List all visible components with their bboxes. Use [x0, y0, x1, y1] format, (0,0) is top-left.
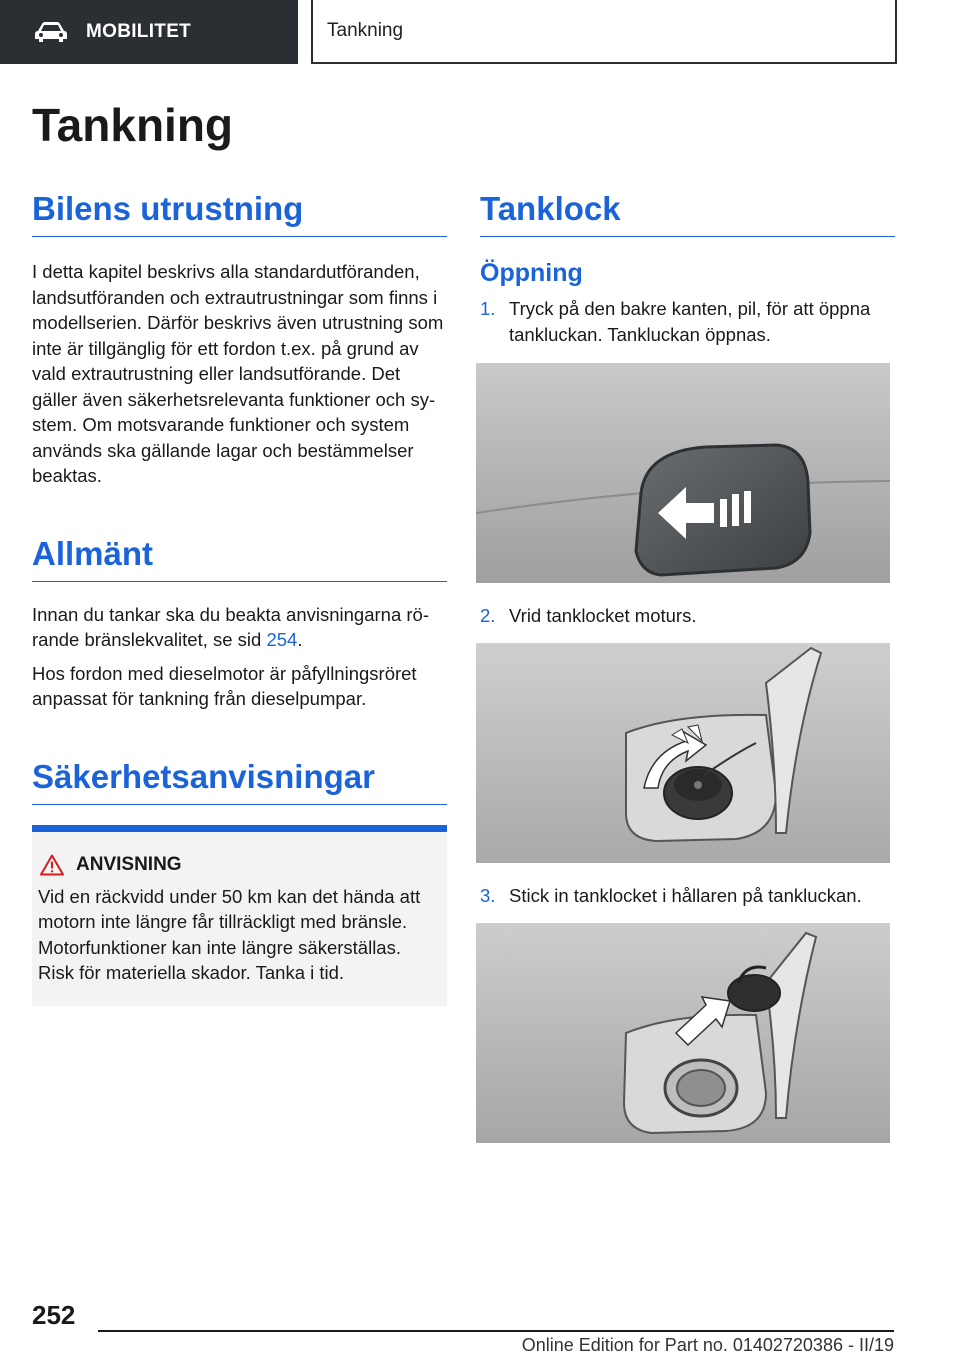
footer-divider: [98, 1330, 894, 1332]
header-chapter-label: Tankning: [327, 20, 404, 41]
notice-title: ANVISNING: [76, 853, 182, 875]
step-text: Stick in tanklocket i hållaren på tankluckan.: [509, 885, 862, 906]
footer-edition: Online Edition for Part no. 01402720386 - II/19: [521, 1335, 894, 1355]
right-column: [480, 190, 895, 347]
step-2: [480, 603, 895, 629]
page-title: Tankning: [32, 99, 234, 151]
section-title-allmant: Allmänt: [32, 535, 447, 582]
section-body-allmant-p2: Hos fordon med dieselmotor är påfyllningsröret anpassat för tankning från dieselpumpar.: [32, 662, 417, 709]
step-number: 1.: [480, 298, 496, 319]
car-icon: [34, 20, 70, 44]
figure-fuel-flap-press: [476, 363, 890, 583]
figure-cap-in-holder: [476, 923, 890, 1143]
page-number: 252: [32, 1300, 76, 1330]
left-column: [32, 190, 447, 1006]
step-text: Vrid tanklocket moturs.: [509, 605, 697, 626]
header-chapter-tab: [311, 0, 897, 64]
section-title-bilens-utrustning: Bilens utrustning: [32, 190, 447, 237]
subsection-title-oppning: Öppning: [480, 259, 583, 287]
notice-header: [40, 854, 433, 876]
notice-body: Vid en räckvidd under 50 km kan det hända att motorn inte längre får tillräckligt med bränsle. Motorfunktioner kan inte längre säkerställas. Risk för materiella skador. Tanka i tid.: [38, 885, 421, 983]
step-3: [480, 883, 895, 909]
section-title-sakerhetsanvisningar: Säkerhetsanvisningar: [32, 758, 447, 805]
allmant-p1-text: Innan du tankar ska du beakta anvisningarna rö‐rande bränslekvalitet, se sid: [32, 603, 429, 650]
step-1: [480, 296, 895, 347]
step-number: 3.: [480, 885, 496, 906]
notice-box: [32, 825, 447, 1006]
section-body-allmant-p1: [32, 602, 447, 653]
step-text: Tryck på den bakre kanten, pil, för att öppna tankluckan. Tankluckan öppnas.: [509, 298, 871, 345]
section-title-tanklock: Tanklock: [480, 190, 895, 237]
header-section-tab: [0, 0, 298, 64]
figure-turn-fuel-cap: [476, 643, 890, 863]
allmant-p1-end: .: [297, 629, 303, 650]
step-number: 2.: [480, 605, 496, 626]
page-reference-link[interactable]: 254: [266, 629, 298, 650]
section-body-bilens-utrustning: I detta kapitel beskrivs alla standardutföranden, landsutföranden och extrautrustningar som finns i modellserien. Därför beskrivs även utrustning som inte är tillgänglig för ett fordon t.ex. på grund av vald extrautrustning eller landsutförande. Det gäller även säkerhetsrelevanta funktioner och sy‐stem. Om motsvarande funktioner och system används ska gällande lagar och bestämmelser beaktas.: [32, 261, 444, 486]
header-section-label: MOBILITET: [86, 21, 192, 42]
warning-triangle-icon: [40, 854, 64, 876]
